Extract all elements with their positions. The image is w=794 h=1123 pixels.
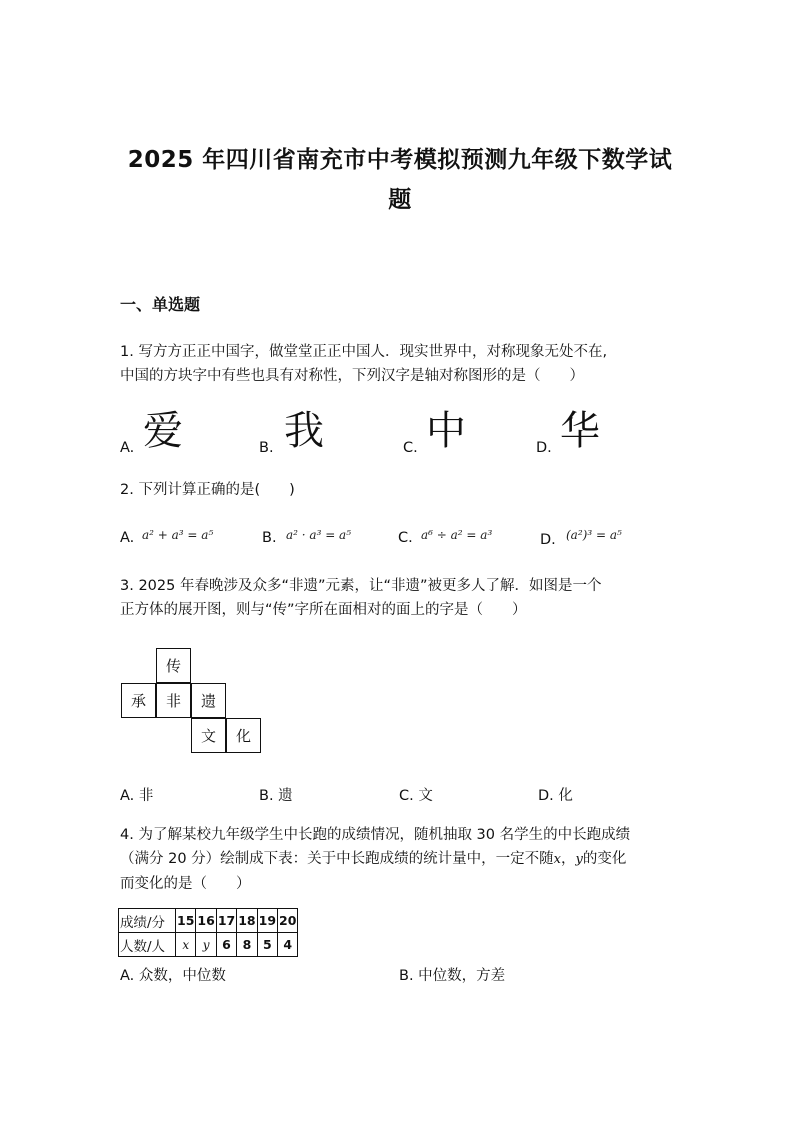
table-cell: 5 [257, 933, 277, 957]
q1-option-a-label[interactable]: A. [120, 440, 135, 456]
q1-option-d-char[interactable]: 华 [560, 408, 600, 454]
question-2: 2. 下列计算正确的是( ) [120, 482, 295, 498]
title-line-1: 2025 年四川省南充市中考模拟预测九年级下数学试 [127, 147, 673, 173]
table-cell: 17 [216, 909, 236, 933]
q2-option-b-expr[interactable]: a² · a³ = a⁵ [286, 528, 352, 542]
q1-option-a-char[interactable]: 爱 [143, 408, 183, 454]
question-3-line-1: 3. 2025 年春晚涉及众多“非遗”元素，让“非遗”被更多人了解．如图是一个 [120, 578, 602, 594]
title-line-2: 题 [388, 187, 412, 213]
q2-option-c-label[interactable]: C. [398, 530, 413, 546]
table-cell: 18 [237, 909, 257, 933]
table-cell: 4 [278, 933, 298, 957]
q1-option-c-char[interactable]: 中 [426, 408, 466, 454]
q2-option-a-expr[interactable]: a² + a³ = a⁵ [142, 528, 214, 542]
question-4-line-2-text: （满分 20 分）绘制成下表：关于中长跑成绩的统计量中，一定不随 [120, 851, 554, 867]
q3-option-a-text: 非 [138, 788, 154, 804]
net-cell-hua: 化 [226, 718, 261, 753]
q3-option-b[interactable] [259, 786, 293, 806]
net-cell-chuan: 传 [156, 648, 191, 683]
q3-option-d-text: 化 [558, 788, 573, 804]
q4-option-b[interactable] [399, 966, 505, 986]
question-1-line-2: 中国的方块字中有些也具有对称性，下列汉字是轴对称图形的是（ ） [120, 368, 584, 384]
q3-option-c-label: C. [399, 788, 414, 804]
table-row [119, 909, 298, 933]
table-row [119, 933, 298, 957]
var-y: y [575, 852, 583, 867]
question-4-line-1: 4. 为了解某校九年级学生中长跑的成绩情况，随机抽取 30 名学生的中长跑成绩 [120, 827, 631, 843]
table-cell: y [196, 933, 216, 957]
q3-option-c[interactable] [399, 786, 433, 806]
question-4-line-2-tail: 的变化 [582, 851, 627, 867]
table-cell: 16 [196, 909, 216, 933]
q1-option-d-label[interactable]: D. [536, 440, 552, 456]
net-cell-wen: 文 [191, 718, 226, 753]
section-heading: 一、单选题 [120, 295, 201, 314]
page-title [110, 140, 690, 220]
table-cell: x [176, 933, 196, 957]
q4-option-a-label: A. [120, 968, 135, 984]
table-cell: 15 [176, 909, 196, 933]
q2-option-a-label[interactable]: A. [120, 530, 135, 546]
question-3-line-2: 正方体的展开图，则与“传”字所在面相对的面上的字是（ ） [120, 602, 527, 618]
table-cell: 19 [257, 909, 277, 933]
table-header-score: 成绩/分 [119, 909, 176, 933]
net-cell-cheng: 承 [121, 683, 156, 718]
q3-option-b-text: 遗 [278, 788, 293, 804]
q3-option-a-label: A. [120, 788, 135, 804]
question-4-line-3: 而变化的是（ ） [120, 876, 251, 892]
table-header-count: 人数/人 [119, 933, 176, 957]
var-separator: ， [561, 851, 576, 867]
question-4-line-2 [120, 847, 680, 872]
table-cell: 8 [237, 933, 257, 957]
net-cell-fei: 非 [156, 683, 191, 718]
q3-option-c-text: 文 [418, 788, 433, 804]
q3-option-d-label: D. [538, 788, 554, 804]
q4-option-a-text: 众数，中位数 [138, 968, 226, 984]
q3-option-d[interactable] [538, 786, 573, 806]
table-cell: 6 [216, 933, 236, 957]
table-cell: 20 [278, 909, 298, 933]
question-4 [120, 823, 680, 896]
q3-option-b-label: B. [259, 788, 274, 804]
q1-option-c-label[interactable]: C. [403, 440, 418, 456]
q1-option-b-char[interactable]: 我 [284, 408, 324, 454]
question-3 [120, 574, 680, 622]
var-x: x [553, 852, 562, 867]
q4-option-b-label: B. [399, 968, 414, 984]
q4-option-a[interactable] [120, 966, 226, 986]
question-1-line-1: 1. 写方方正正中国字，做堂堂正正中国人．现实世界中，对称现象无处不在, [120, 344, 608, 360]
net-cell-yi: 遗 [191, 683, 226, 718]
question-1 [120, 340, 680, 388]
q2-option-c-expr[interactable]: a⁶ ÷ a² = a³ [421, 528, 493, 542]
q2-option-b-label[interactable]: B. [262, 530, 277, 546]
q3-option-a[interactable] [120, 786, 153, 806]
score-table [118, 908, 298, 957]
q1-option-b-label[interactable]: B. [259, 440, 274, 456]
q2-option-d-expr[interactable]: (a²)³ = a⁵ [566, 528, 622, 542]
q4-option-b-text: 中位数，方差 [418, 968, 506, 984]
q2-option-d-label[interactable]: D. [540, 532, 556, 548]
